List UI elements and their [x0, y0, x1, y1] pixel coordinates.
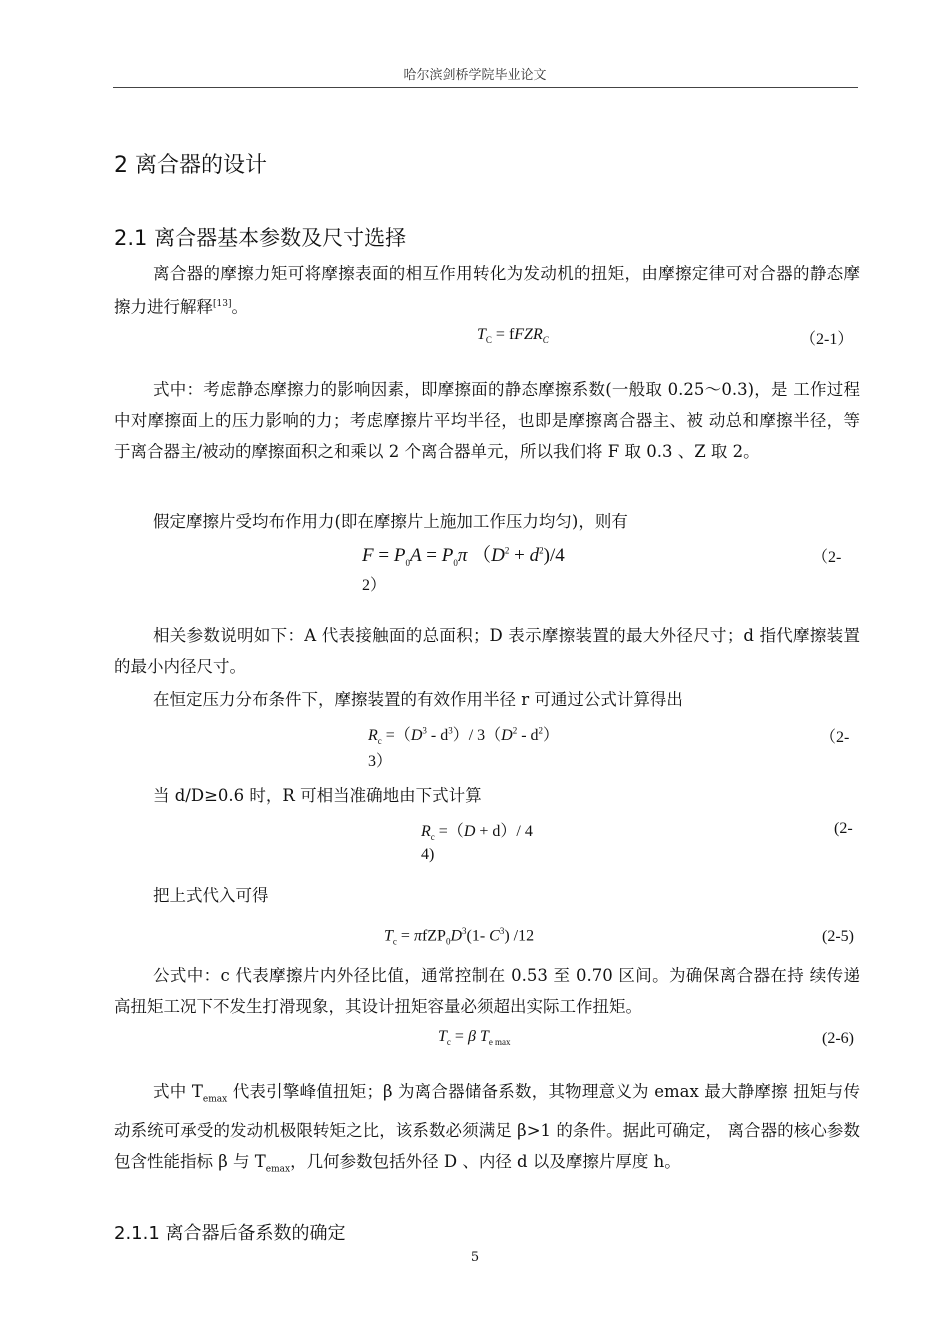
page-number: 5 — [470, 1250, 480, 1265]
paragraph-coefficients: 式中：考虑静态摩擦力的影响因素，即摩擦面的静态摩擦系数(一般取 0.25～0.3)，是 工作过程中对摩擦面上的压力影响的力；考虑摩擦片平均半径，也即是摩擦离合器主、被 动总和摩擦半径，等于离合器主/被动的摩擦面积之和乘以 2 个离合器单元，所以我们将 F 取 0.3 、Z 取 2。 — [114, 380, 860, 461]
equation-2-5: $T_c = \pi fZP_0D^3(1-$ $C^3$) /12 — [384, 926, 535, 947]
equation-2-6: $T_c = \beta$ $T_{e max}$ — [438, 1028, 511, 1048]
paragraph-parameters: 相关参数说明如下：A 代表接触面的总面积；D 表示摩擦装置的最大外径尺寸；d 指代摩擦装置的最小内径尺寸。 — [114, 626, 860, 676]
equation-number-2-4b: 4) — [421, 846, 435, 863]
equation-number-2-5: (2-5) — [822, 928, 854, 945]
equation-number-2-4a: (2- — [834, 820, 853, 837]
equation-2-4: $R_c =(D + d)/$ 4 — [421, 823, 533, 843]
subsection-heading: 2.1 离合器基本参数及尺寸选择 — [114, 226, 407, 250]
equation-number-2-1: （2-1） — [800, 331, 854, 348]
section-heading: 2 离合器的设计 — [114, 153, 267, 178]
equation-number-2-2a: （2- — [812, 549, 842, 566]
running-header: 哈尔滨剑桥学院毕业论文 — [403, 68, 547, 83]
paragraph-reserve-coefficient: 式中 $T_{emax}$ 代表引擎峰值扭矩；β 为离合器储备系数，其物理意义为 emax 最大静摩擦 扭矩与传动系统可承受的发动机极限转矩之比，该系数必须满足 β>1 的条件。据此可确定， 离合器的核心参数包含性能指标 β 与 $T_{emax}$，几何参数包括外径 D 、内径 d 以及摩擦片厚度 h。 — [114, 1082, 860, 1175]
equation-number-2-2b: 2） — [362, 577, 387, 594]
equation-number-2-3a: （2- — [820, 729, 850, 746]
equation-2-3: $R_c =(D^3 - d^3)/$ $3(D^2 - d^2)$ — [368, 725, 560, 747]
citation: [13] — [213, 299, 232, 309]
equation-2-1: $T_C$ = fFZR$_C$ — [477, 326, 549, 346]
paragraph-ratio: 公式中：c 代表摩擦片内外径比值，通常控制在 0.53 至 0.70 区间。为确保离合器在持 续传递高扭矩工况下不发生打滑现象，其设计扭矩容量必须超出实际工作扭矩。 — [114, 966, 860, 1016]
equation-2-2: $F = P_0A = P_0\pi$ $(D^2 + d^2)/4$ — [362, 545, 565, 568]
equation-number-2-6: (2-6) — [822, 1030, 854, 1047]
subsubsection-heading: 2.1.1 离合器后备系数的确定 — [114, 1223, 346, 1244]
equation-number-2-3b: 3） — [368, 753, 393, 770]
paragraph-approximation: 当 d/D≥0.6 时，R 可相当准确地由下式计算 — [153, 786, 482, 805]
header-rule — [113, 87, 858, 88]
paragraph-effective-radius: 在恒定压力分布条件下，摩擦装置的有效作用半径 r 可通过公式计算得出 — [153, 690, 683, 709]
paragraph-substitute: 把上式代入可得 — [153, 886, 269, 905]
paragraph-intro: 离合器的摩擦力矩可将摩擦表面的相互作用转化为发动机的扭矩，由摩擦定律可对合器的静态摩擦力进行解释[13]。 — [114, 264, 860, 317]
paragraph-uniform-pressure: 假定摩擦片受均布作用力(即在摩擦片上施加工作压力均匀)，则有 — [153, 512, 628, 531]
